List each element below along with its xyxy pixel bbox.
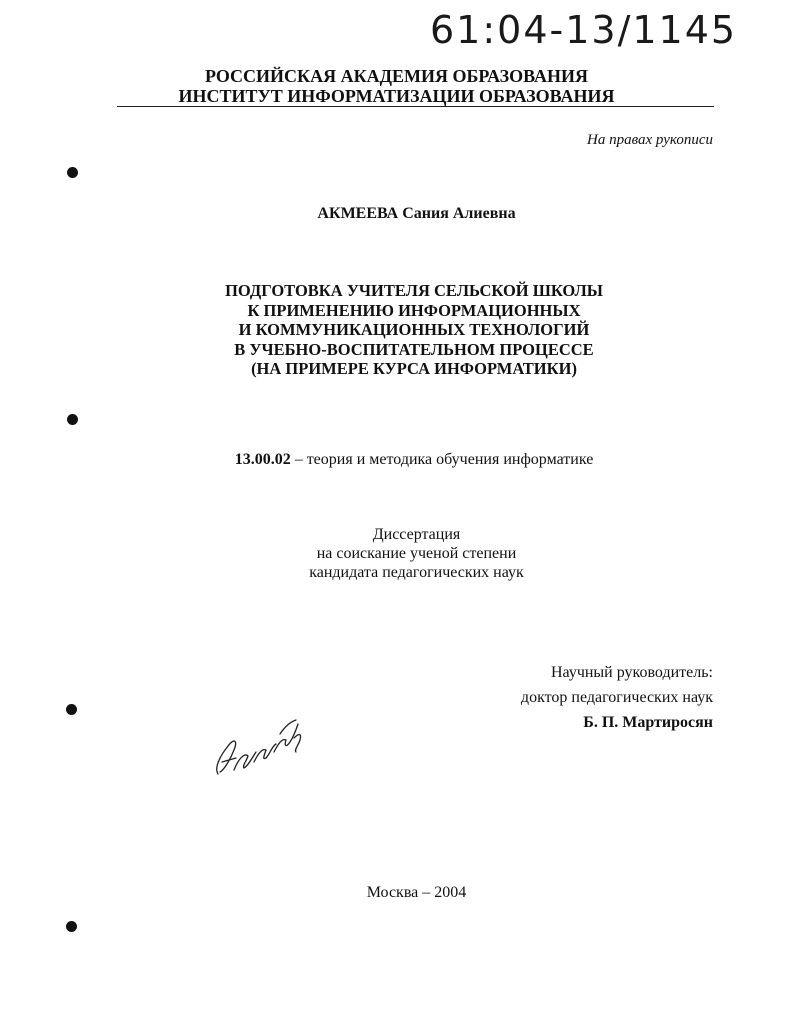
- archive-code: 61:04-13/1145: [430, 8, 738, 52]
- supervisor-label: Научный руководитель:: [550, 664, 713, 681]
- supervisor-degree: доктор педагогических наук: [520, 689, 713, 706]
- punch-hole-icon: [67, 414, 78, 425]
- degree-line: Диссертация: [372, 526, 461, 543]
- header-divider: [117, 106, 714, 107]
- degree-line: кандидата педагогических наук: [309, 564, 524, 581]
- manuscript-note: На правах рукописи: [587, 132, 713, 148]
- degree-statement: [0, 525, 793, 582]
- title-line: В УЧЕБНО-ВОСПИТАТЕЛЬНОМ ПРОЦЕССЕ: [234, 339, 594, 359]
- punch-hole-icon: [67, 167, 78, 178]
- title-line: (НА ПРИМЕРЕ КУРСА ИНФОРМАТИКИ): [251, 359, 577, 378]
- academy-name: РОССИЙСКАЯ АКАДЕМИЯ ОБРАЗОВАНИЯ: [204, 66, 589, 86]
- supervisor-block: [521, 660, 713, 735]
- title-line: ПОДГОТОВКА УЧИТЕЛЯ СЕЛЬСКОЙ ШКОЛЫ: [225, 281, 603, 300]
- dissertation-title: [0, 281, 793, 379]
- supervisor-name: Б. П. Мартиросян: [583, 714, 713, 731]
- institution-header: [0, 66, 793, 106]
- specialty: [0, 451, 793, 469]
- degree-line: на соискание ученой степени: [316, 545, 517, 562]
- specialty-code: 13.00.02: [234, 451, 291, 468]
- specialty-description: – теория и методика обучения информатике: [290, 451, 594, 468]
- author-name: АКМЕЕВА Сания Алиевна: [317, 205, 516, 222]
- title-line: К ПРИМЕНЕНИЮ ИНФОРМАЦИОННЫХ: [247, 300, 581, 320]
- punch-hole-icon: [66, 704, 77, 715]
- handwritten-signature-icon: [210, 712, 310, 787]
- institute-name: ИНСТИТУТ ИНФОРМАТИЗАЦИИ ОБРАЗОВАНИЯ: [178, 86, 615, 106]
- city-year: Москва – 2004: [366, 884, 467, 901]
- punch-hole-icon: [66, 921, 77, 932]
- title-line: И КОММУНИКАЦИОННЫХ ТЕХНОЛОГИЙ: [238, 320, 590, 339]
